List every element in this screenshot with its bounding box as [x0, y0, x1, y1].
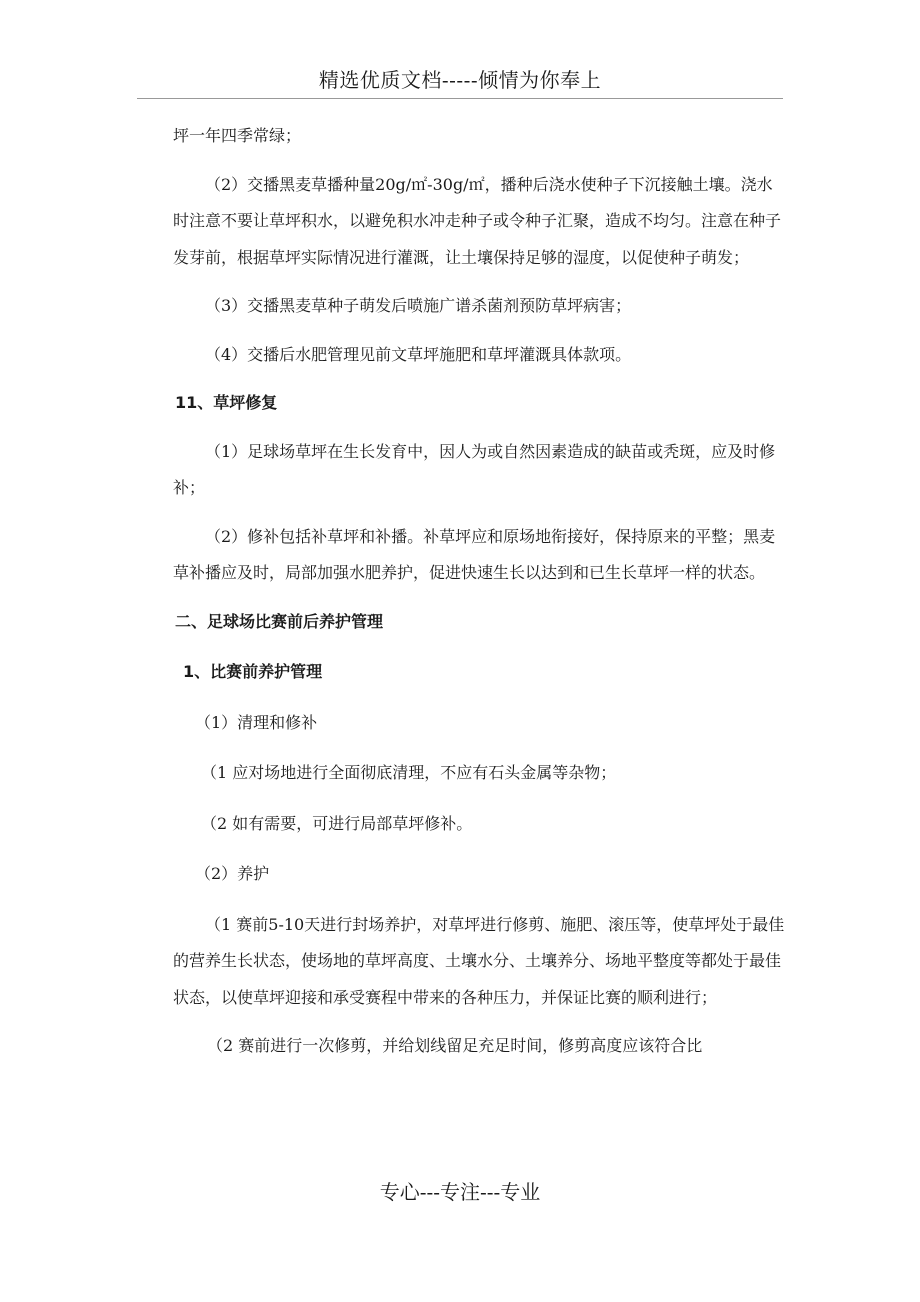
paragraph: （2）修补包括补草坪和补播。补草坪应和原场地衔接好，保持原来的平整；黑麦草补播应及时，局部加强水肥养护，促进快速生长以达到和已生长草坪一样的状态。 — [173, 526, 776, 582]
subheading: （1）清理和修补 — [195, 712, 318, 732]
chapter-heading: 二、足球场比赛前后养护管理 — [175, 611, 384, 631]
page-header: 精选优质文档-----倾情为你奉上 — [318, 68, 602, 92]
paragraph: （1）足球场草坪在生长发育中，因人为或自然因素造成的缺苗或秃斑，应及时修补； — [173, 441, 776, 497]
paragraph: （2 赛前进行一次修剪，并给划线留足充足时间，修剪高度应该符合比 — [207, 1036, 703, 1055]
section-heading: 11、草坪修复 — [175, 393, 278, 412]
document-body — [173, 118, 785, 1065]
header-divider — [137, 98, 783, 99]
page-footer: 专心---专注---专业 — [379, 1180, 541, 1204]
paragraph: 坪一年四季常绿； — [173, 126, 302, 145]
subheading: （2）养护 — [195, 864, 270, 883]
list-item: （1 应对场地进行全面彻底清理，不应有石头金属等杂物； — [201, 763, 617, 782]
paragraph: （4）交播后水肥管理见前文草坪施肥和草坪灌溉具体款项。 — [205, 344, 632, 364]
list-item: （2 如有需要，可进行局部草坪修补。 — [201, 813, 473, 833]
section-heading: 1、比赛前养护管理 — [183, 662, 323, 681]
paragraph: （3）交播黑麦草种子萌发后喷施广谱杀菌剂预防草坪病害； — [205, 296, 632, 315]
paragraph: （2）交播黑麦草播种量20g/㎡-30g/㎡，播种后浇水使种子下沉接触土壤。浇水时注意不要让草坪积水，以避免积水冲走种子或令种子汇聚，造成不均匀。注意在种子发芽前，根据草坪实际情况进行灌溉，让土壤保持足够的湿度，以促使种子萌发； — [173, 174, 782, 267]
paragraph: （1 赛前5-10天进行封场养护，对草坪进行修剪、施肥、滚压等，使草坪处于最佳的营养生长状态，使场地的草坪高度、土壤水分、土壤养分、场地平整度等都处于最佳状态，以使草坪迎接和承受赛程中带来的各种压力，并保证比赛的顺利进行； — [173, 914, 785, 1007]
